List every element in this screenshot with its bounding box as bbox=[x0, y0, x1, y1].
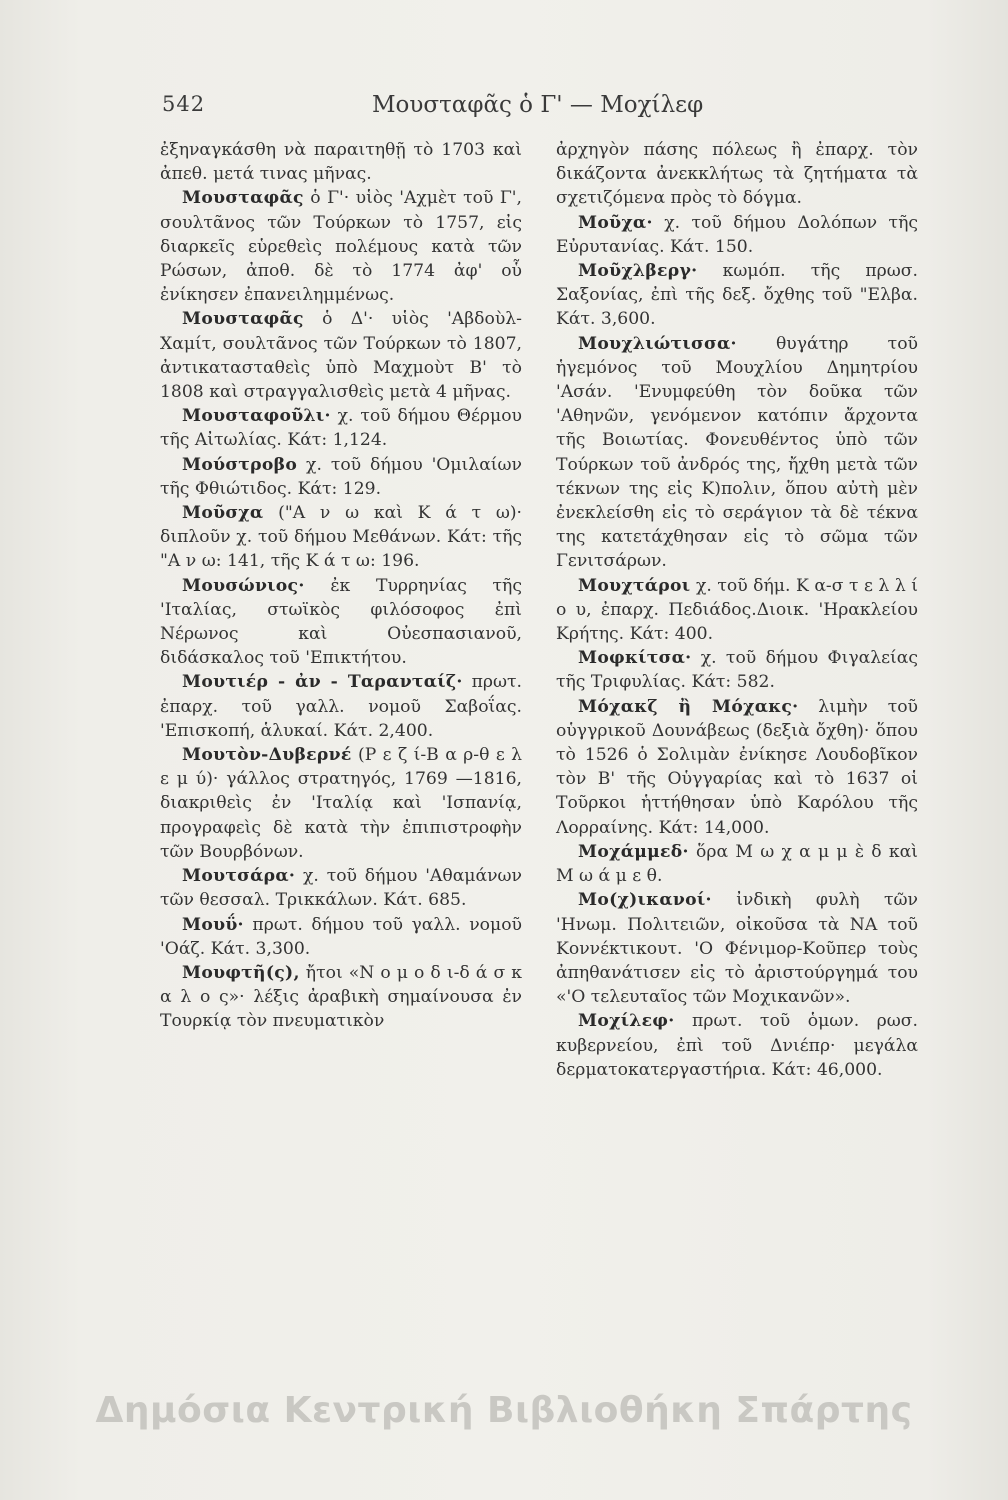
entry-text: θυγάτηρ τοῦ ἡγεμόνος τοῦ Μουχλίου Δημητρίου 'Ασάν. 'Ενυμφεύθη τὸν δοῦκα τῶν 'Αθηνῶν, γενόμενον κατόπιν ἄρχοντα τῆς Βοιωτίας. Φονευθέντος ὑπὸ τῶν Τούρκων τοῦ ἀνδρός της, ἤχθη μετὰ τῶν τέκνων της εἰς Κ)πολιν, ὅπου αὐτὴ μὲν ἐνεκλείσθη εἰς τὸ σεράγιον τὰ δὲ τέκνα της κατετάχθησαν εἰς τὸ σῶμα τῶν Γενιτσάρων. bbox=[556, 333, 918, 572]
dictionary-entry bbox=[556, 646, 918, 694]
entry-headword: Μούστροβο bbox=[182, 454, 298, 475]
dictionary-entry bbox=[556, 888, 918, 1009]
entry-headword: Μοῦχλβεργ· bbox=[578, 261, 698, 282]
entry-text: πρωτ. ἐπαρχ. τοῦ γαλλ. νομοῦ Σαβοΐας. 'Επισκοπή, ἁλυκαί. Κάτ. 2,400. bbox=[160, 672, 522, 741]
entry-headword: Μουΰ· bbox=[182, 914, 244, 935]
entry-text: πρωτ. τοῦ ὁμων. ρωσ. κυβερνείου, ἐπὶ τοῦ Δνιέπρ· μεγάλα δερματοκατεργαστήρια. Κάτ: 46,000. bbox=[556, 1011, 918, 1080]
dictionary-entry bbox=[160, 670, 522, 743]
entry-headword: Μοῦχα· bbox=[578, 212, 653, 233]
dictionary-entry bbox=[160, 138, 522, 186]
dictionary-entry bbox=[556, 574, 918, 647]
dictionary-entry bbox=[160, 913, 522, 961]
entry-headword: Μοχίλεφ· bbox=[578, 1011, 675, 1032]
dictionary-entry bbox=[160, 186, 522, 307]
entry-text: λιμὴν τοῦ οὑγγρικοῦ Δουνάβεως (δεξιὰ ὄχθη)· ὅπου τὸ 1526 ὁ Σολιμὰν ἐνίκησε Λουδοβῖκον τὸν Β' τῆς Οὑγγαρίας καὶ τὸ 1637 οἱ Τοῦρκοι ἡττήθησαν ὑπὸ Καρόλου τῆς Λορραίνης. Κάτ: 14,000. bbox=[556, 696, 919, 838]
dictionary-entry bbox=[160, 864, 522, 912]
entry-headword: Μουτιέρ - ἀν - Ταρανταίζ· bbox=[182, 672, 463, 693]
entry-headword: Μόχακζ ἢ Μόχακς· bbox=[578, 696, 799, 717]
dictionary-entry bbox=[556, 211, 918, 259]
entry-text: χ. τοῦ δήμου Θέρμου τῆς Αἰτωλίας. Κάτ: 1,124. bbox=[160, 406, 522, 451]
entry-headword: Μοφκίτσα· bbox=[578, 648, 692, 669]
dictionary-entry bbox=[556, 259, 918, 332]
entry-headword: Μο(χ)ικανοί· bbox=[578, 890, 712, 911]
dictionary-entry bbox=[556, 138, 918, 211]
entry-text: χ. τοῦ δήμου Δολόπων τῆς Εὐρυτανίας. Κάτ. 150. bbox=[556, 212, 918, 257]
dictionary-entry bbox=[556, 332, 918, 574]
dictionary-entry bbox=[556, 840, 918, 888]
entry-text: χ. τοῦ δήμ. Κ α-σ τ ε λ λ ί ο υ, ἐπαρχ. Πεδιάδος.Διοικ. 'Ηρακλείου Κρήτης. Κάτ: 400. bbox=[556, 575, 918, 645]
entry-headword: Μουτσάρα· bbox=[182, 866, 296, 887]
entry-text: ὁ Γ'· υἱὸς 'Αχμὲτ τοῦ Γ', σουλτᾶνος τῶν Τούρκων τὸ 1757, εἰς διαρκεῖς εὑρεθεὶς πολέμους κατὰ τῶν Ρώσων, ἀποθ. δὲ τὸ 1774 ἀφ' οὗ ἐνίκησεν ἐπανειλημμένως. bbox=[160, 188, 522, 306]
page-header bbox=[162, 92, 852, 128]
entry-headword: Μουτὸν-Δυβερνέ bbox=[182, 745, 352, 766]
entry-text: ὅρα Μ ω χ α μ μ ὲ δ καὶ Μ ω ά μ ε θ. bbox=[556, 841, 918, 887]
dictionary-entry bbox=[160, 501, 522, 574]
dictionary-entry bbox=[160, 307, 522, 404]
running-head: Μουσταφᾶς ὁ Γ' — Μοχίλεφ bbox=[372, 92, 704, 118]
entry-headword: Μουσώνιος· bbox=[182, 575, 305, 596]
entry-text: πρωτ. δήμου τοῦ γαλλ. νομοῦ 'Οάζ. Κάτ. 3,300. bbox=[160, 914, 522, 959]
entry-text: ἰνδικὴ φυλὴ τῶν 'Ηνωμ. Πολιτειῶν, οἰκοῦσα τὰ ΝΑ τοῦ Κοννέκτικουτ. 'Ο Φένιμορ-Κοῦπερ τοὺς ἀπηθανάτισεν εἰς τὸ ἀριστούργημά του «'Ο τελευταῖος τῶν Μοχικανῶν». bbox=[556, 890, 918, 1008]
library-watermark: Δημόσια Κεντρική Βιβλιοθήκη Σπάρτης bbox=[95, 1390, 913, 1431]
entry-headword: Μουσταφᾶς bbox=[182, 309, 304, 330]
entry-headword: Μουσταφοῦλι· bbox=[182, 406, 331, 427]
entry-text: χ. τοῦ δήμου 'Αθαμάνων τῶν θεσσαλ. Τρικκάλων. Κάτ. 685. bbox=[160, 866, 522, 911]
dictionary-entry bbox=[160, 961, 522, 1034]
left-column bbox=[160, 138, 522, 1034]
right-column bbox=[556, 138, 918, 1082]
entry-text: ἤτοι «Ν ο μ ο δ ι-δ ά σ κ α λ ο ς»· λέξις ἀραβικὴ σημαίνουσα ἐν Τουρκίᾳ τὸν πνευματικὸν bbox=[160, 962, 522, 1032]
dictionary-entry bbox=[556, 695, 918, 840]
dictionary-entry bbox=[556, 1009, 918, 1082]
entry-headword: Μουχλιώτισσα· bbox=[578, 333, 737, 354]
page-number: 542 bbox=[162, 92, 206, 116]
dictionary-entry bbox=[160, 574, 522, 671]
dictionary-entry bbox=[160, 404, 522, 452]
dictionary-entry bbox=[160, 453, 522, 501]
entry-text: ἐξηναγκάσθη νὰ παραιτηθῇ τὸ 1703 καὶ ἀπεθ. μετά τινας μῆνας. bbox=[160, 140, 522, 185]
entry-text: ἐκ Τυρρηνίας τῆς 'Ιταλίας, στωϊκὸς φιλόσοφος ἐπὶ Νέρωνος καὶ Οὐεσπασιανοῦ, διδάσκαλος τοῦ 'Επικτήτου. bbox=[160, 575, 522, 669]
entry-headword: Μουσταφᾶς bbox=[182, 188, 304, 209]
entry-text: κωμόπ. τῆς πρωσ. Σαξονίας, ἐπὶ τῆς δεξ. ὄχθης τοῦ "Ελβα. Κάτ. 3,600. bbox=[556, 261, 918, 330]
entry-text: χ. τοῦ δήμου Φιγαλείας τῆς Τριφυλίας. Κάτ: 582. bbox=[556, 648, 918, 693]
entry-text: ἀρχηγὸν πάσης πόλεως ἢ ἐπαρχ. τὸν δικάζοντα ἀνεκκλήτως τὰ ζητήματα τὰ σχετιζόμενα πρὸς τὸ δόγμα. bbox=[556, 140, 918, 209]
entry-headword: Μουφτῆ(ς), bbox=[182, 962, 300, 983]
dictionary-entry bbox=[160, 743, 522, 864]
entry-headword: Μοῦσχα bbox=[182, 503, 264, 524]
entry-text: ("Α ν ω καὶ Κ ά τ ω)· διπλοῦν χ. τοῦ δήμου Μεθάνων. Κάτ: τῆς "Α ν ω: 141, τῆς Κ ά τ ω: 196. bbox=[160, 503, 522, 572]
entry-headword: Μοχάμμεδ· bbox=[578, 841, 689, 862]
entry-text: χ. τοῦ δήμου 'Ομιλαίων τῆς Φθιώτιδος. Κάτ: 129. bbox=[160, 454, 522, 499]
entry-text: (Ρ ε ζ ί-Β α ρ-θ ε λ ε μ ύ)· γάλλος στρατηγός, 1769 —1816, διακριθεὶς ἐν 'Ιταλίᾳ καὶ 'Ισπανίᾳ, προγραφεὶς δὲ κατὰ τὴν ἐπιπιστροφὴν τῶν Βουρβόνων. bbox=[160, 745, 522, 862]
entry-text: ὁ Δ'· υἱὸς 'Αβδοὺλ-Χαμίτ, σουλτᾶνος τῶν Τούρκων τὸ 1807, ἀντικατασταθεὶς ὑπὸ Μαχμοὺτ Β' τὸ 1808 καὶ στραγγαλισθεὶς μετὰ 4 μῆνας. bbox=[160, 309, 522, 403]
entry-headword: Μουχτάροι bbox=[578, 575, 691, 596]
